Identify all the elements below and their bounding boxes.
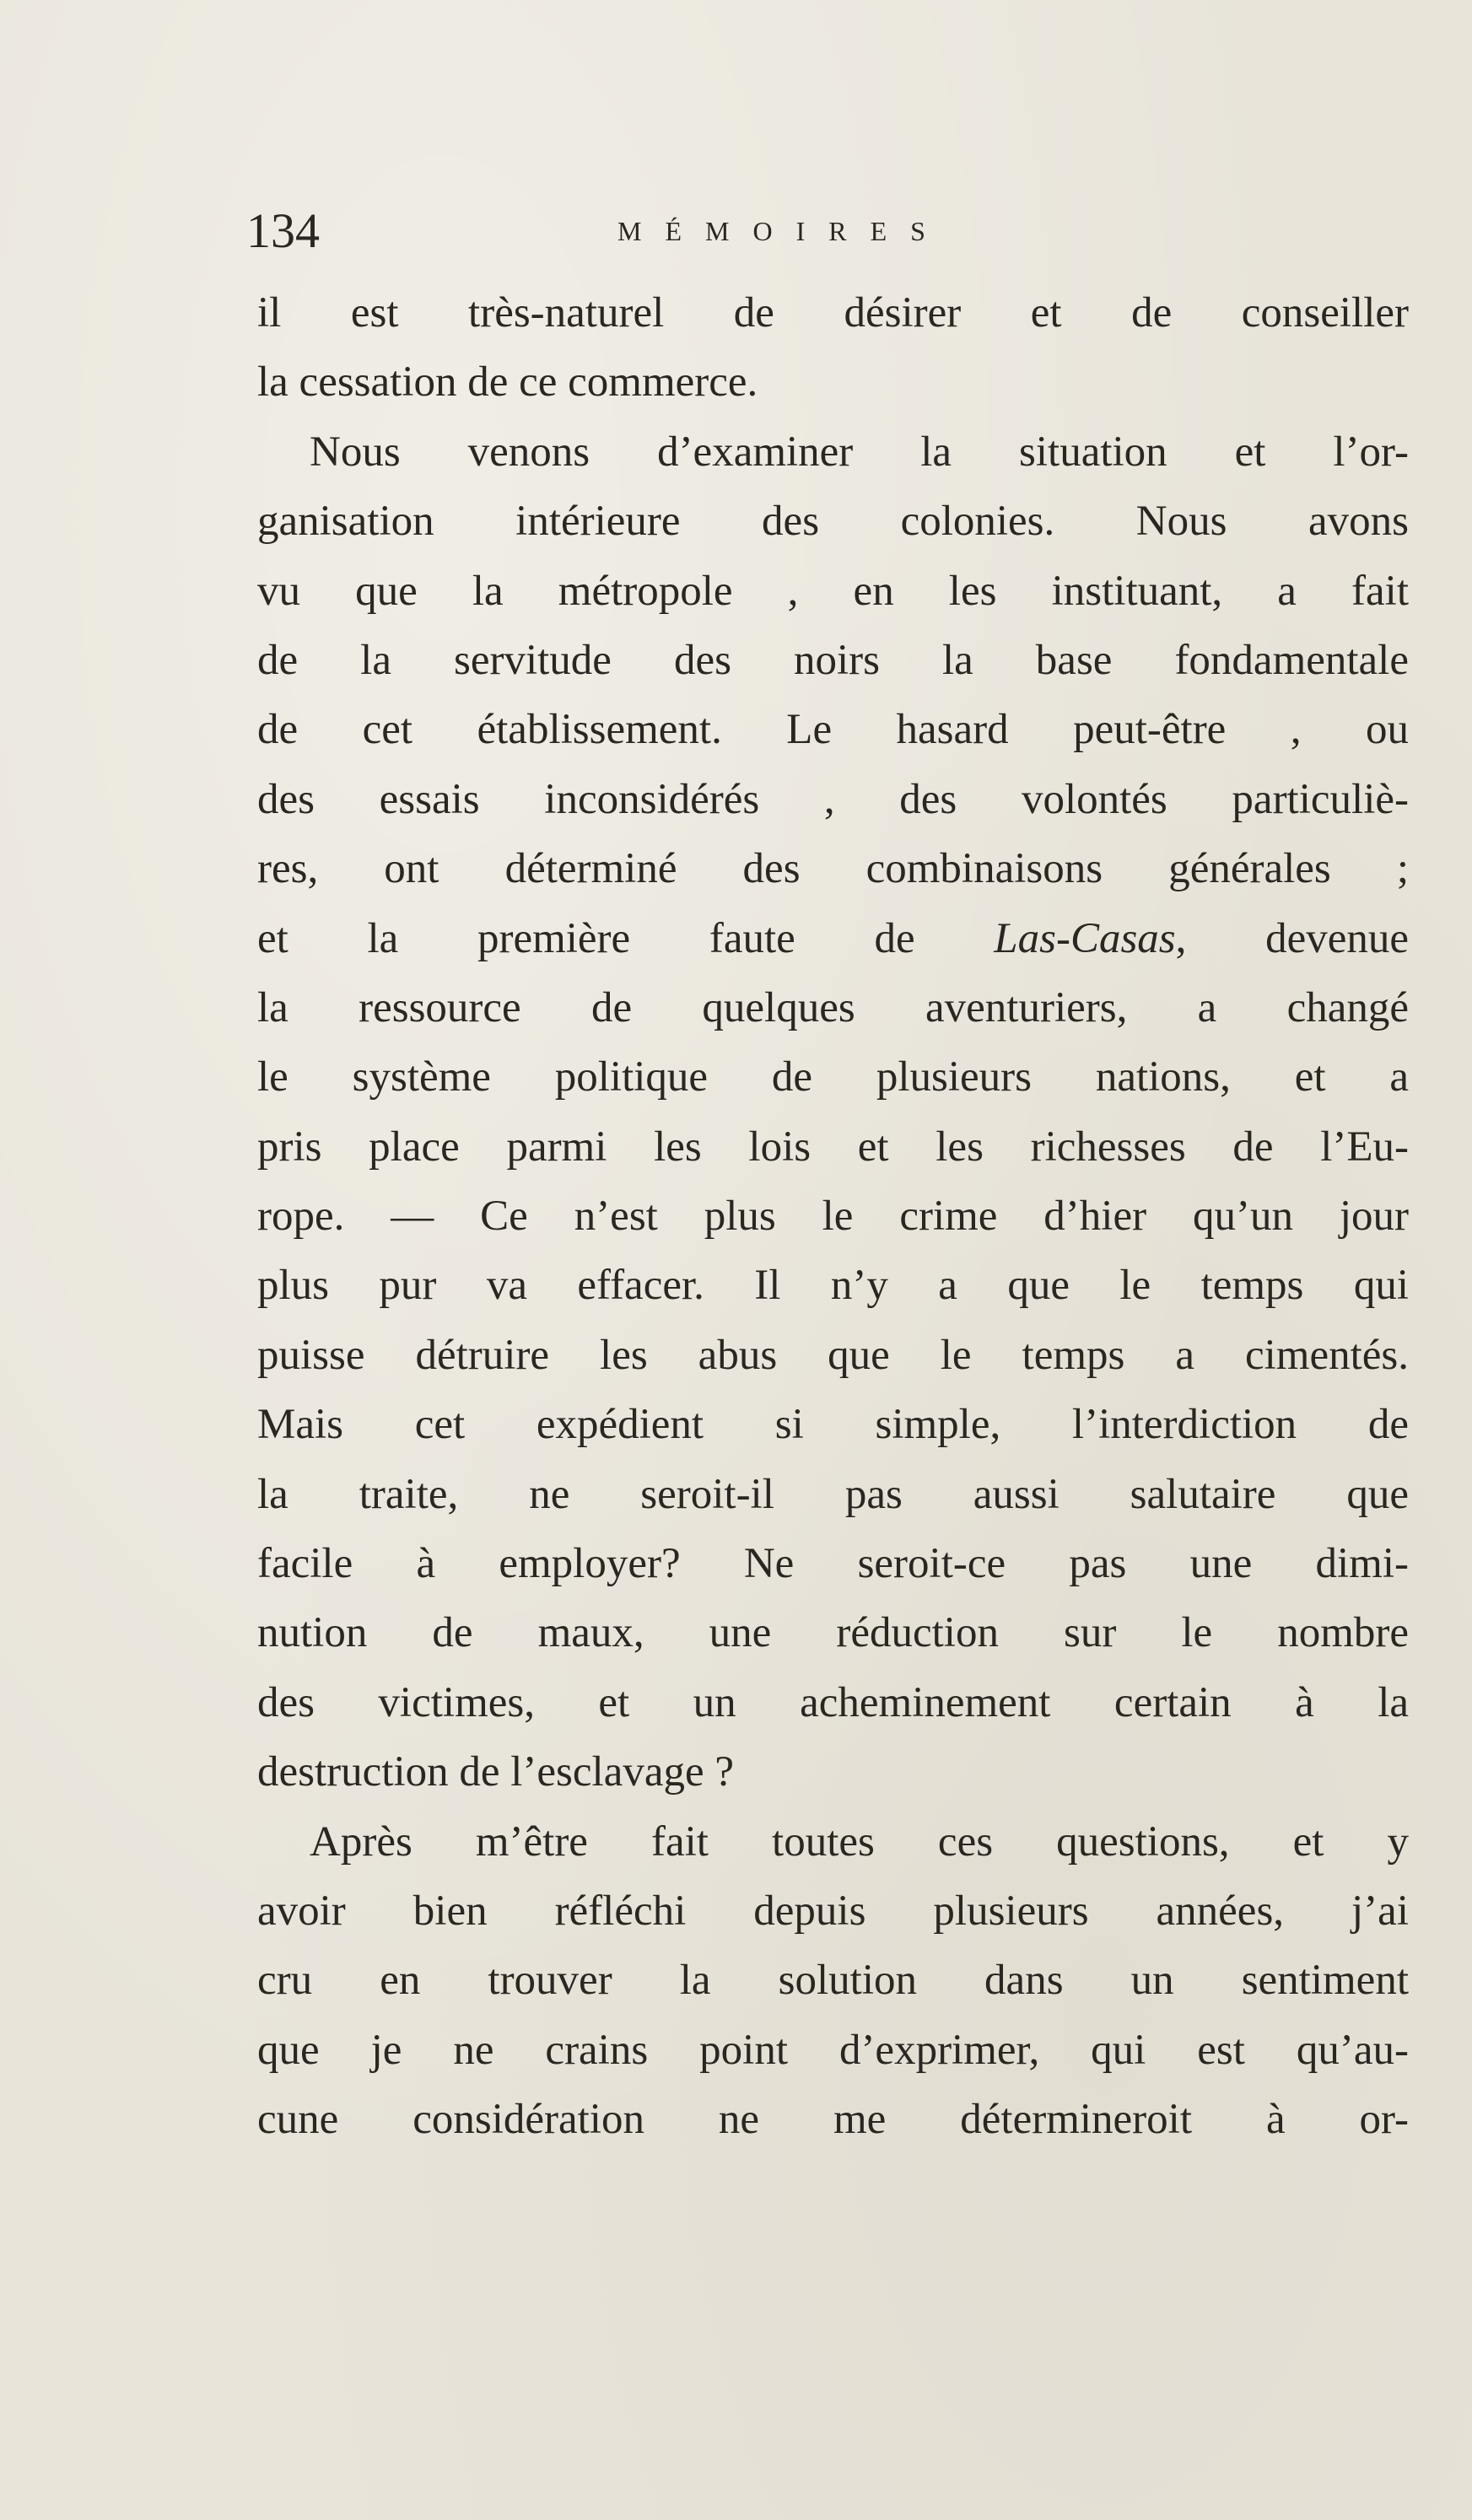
text-line: cune considération ne me détermineroit à or- (257, 2096, 1409, 2144)
text-line: facile à employer? Ne seroit-ce pas une dimi- (257, 1540, 1409, 1588)
text-line: rope. — Ce n’est plus le crime d’hier qu’un jour (257, 1193, 1409, 1241)
text-line: plus pur va effacer. Il n’y a que le temps qui (257, 1262, 1409, 1310)
text-line: des essais inconsidérés , des volontés particuliè- (257, 775, 1409, 823)
text-line (257, 904, 1409, 973)
running-head: MÉMOIRES (617, 216, 949, 246)
text-line: nution de maux, une réduction sur le nombre (257, 1609, 1409, 1657)
text-line-segment: et la première faute de (257, 914, 995, 962)
text-line: ganisation intérieure des colonies. Nous avons (257, 498, 1409, 546)
text-line: des victimes, et un acheminement certain à la (257, 1678, 1409, 1726)
text-line: Après m’être fait toutes ces questions, et y (310, 1817, 1409, 1866)
text-line: la cessation de ce commerce. (257, 358, 758, 407)
text-line: cru en trouver la solution dans un sentiment (257, 1957, 1409, 2005)
page-header (246, 204, 1410, 272)
italic-name: Las-Casas (994, 914, 1176, 962)
text-line: la traite, ne seroit-il pas aussi salutaire que (257, 1470, 1409, 1518)
text-line: il est très-naturel de désirer et de conseiller (257, 289, 1409, 337)
text-line: Mais cet expédient si simple, l’interdiction de (257, 1401, 1409, 1449)
text-line: vu que la métropole , en les instituant, a fait (257, 567, 1409, 615)
text-line: de cet établissement. Le hasard peut-être , ou (257, 706, 1409, 754)
text-line: que je ne crains point d’exprimer, qui est qu’au- (257, 2026, 1409, 2074)
text-line: puisse détruire les abus que le temps a cimentés. (257, 1331, 1409, 1379)
text-line-segment: , devenue (1175, 914, 1409, 962)
page-number: 134 (246, 203, 320, 258)
text-line: de la servitude des noirs la base fondamentale (257, 636, 1409, 684)
text-line: res, ont déterminé des combinaisons générales ; (257, 845, 1409, 893)
text-line: destruction de l’esclavage ? (257, 1748, 734, 1796)
text-line: la ressource de quelques aventuriers, a changé (257, 983, 1409, 1031)
body-text (257, 278, 1409, 2155)
text-line: pris place parmi les lois et les richesses de l’Eu- (257, 1123, 1409, 1171)
text-line: avoir bien réfléchi depuis plusieurs années, j’ai (257, 1887, 1409, 1935)
text-line: le système politique de plusieurs nations, et a (257, 1053, 1409, 1101)
text-line: Nous venons d’examiner la situation et l’or- (310, 428, 1409, 476)
